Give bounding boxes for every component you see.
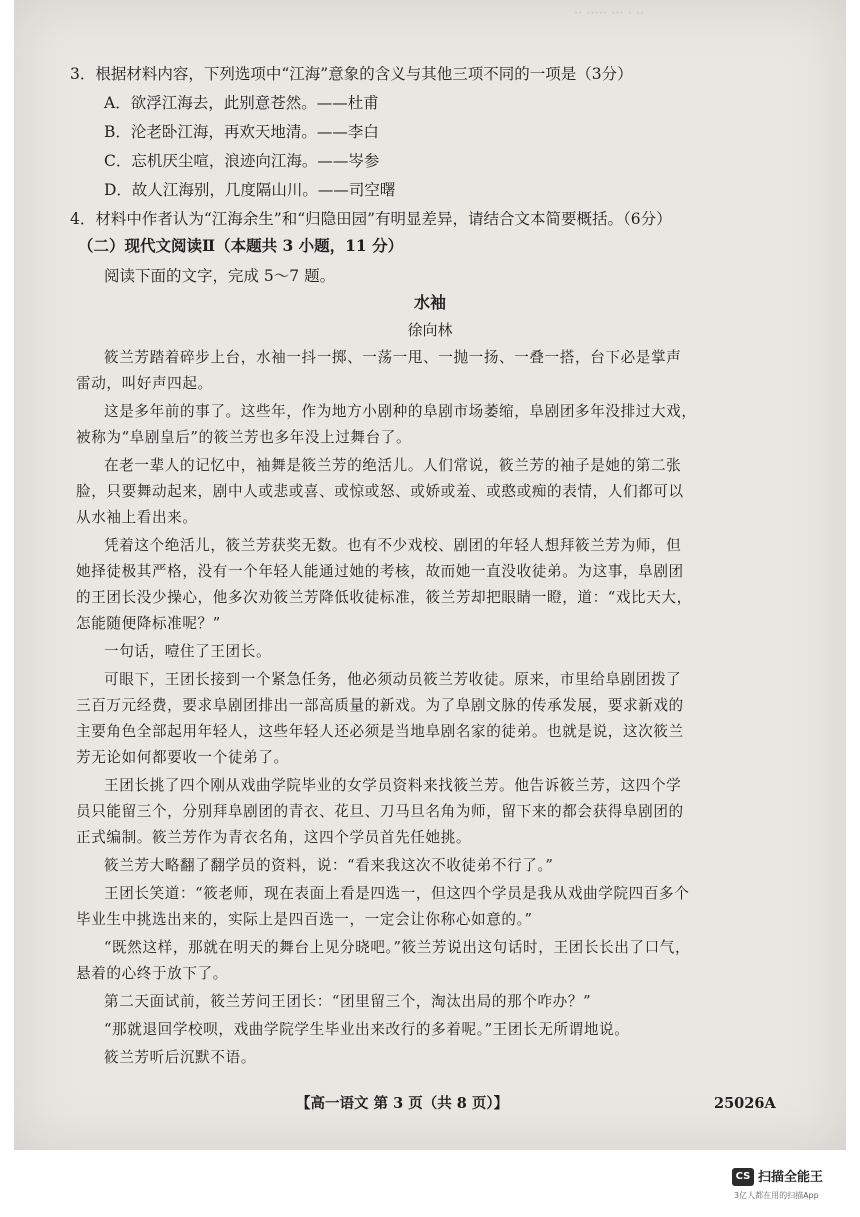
article-line: 悬着的心终于放下了。	[76, 965, 228, 982]
question-3-option-c: C．忘机厌尘喧，浪迹向江海。——岑参	[104, 152, 380, 170]
article-line: 凭着这个绝活儿，筱兰芳获奖无数。也有不少戏校、剧团的年轻人想拜筱兰芳为师，但	[104, 537, 682, 554]
article-line: 怎能随便降标准呢？”	[76, 615, 221, 632]
article-line: 三百万元经费，要求阜剧团排出一部高质量的新戏。为了阜剧文脉的传承发展，要求新戏的	[76, 697, 684, 714]
article-line: 主要角色全部起用年轻人，这些年轻人还必须是当地阜剧名家的徒弟。也就是说，这次筱兰	[76, 723, 684, 740]
article-line: 王团长挑了四个刚从戏曲学院毕业的女学员资料来找筱兰芳。他告诉筱兰芳，这四个学	[104, 777, 682, 794]
page-footer-label: 【高一语文 第 3 页（共 8 页）】	[296, 1095, 509, 1112]
page-footer-code: 25026A	[714, 1095, 776, 1112]
article-author: 徐向林	[407, 321, 453, 339]
article-line: “既然这样，那就在明天的舞台上见分晓吧。”筱兰芳说出这句话时，王团长长出了口气，	[104, 939, 691, 956]
article-line: “那就退回学校呗，戏曲学院学生毕业出来改行的多着呢。”王团长无所谓地说。	[104, 1021, 630, 1038]
article-line: 雷动，叫好声四起。	[76, 375, 213, 392]
article-line: 在老一辈人的记忆中，袖舞是筱兰芳的绝活儿。人们常说，筱兰芳的袖子是她的第二张	[104, 457, 682, 474]
article-line: 她择徒极其严格，没有一个年轻人能通过她的考核，故而她一直没收徒弟。为这事，阜剧团	[76, 563, 684, 580]
article-line: 第二天面试前，筱兰芳问王团长：“团里留三个，淘汰出局的那个咋办？”	[104, 993, 592, 1010]
article-line: 筱兰芳听后沉默不语。	[104, 1049, 256, 1066]
article-line: 正式编制。筱兰芳作为青衣名角，这四个学员首先任她挑。	[76, 829, 472, 846]
section-heading: （二）现代文阅读Ⅱ（本题共 3 小题，11 分）	[78, 236, 404, 255]
article-line: 一句话，噎住了王团长。	[104, 643, 272, 660]
article-line: 可眼下，王团长接到一个紧急任务，他必须动员筱兰芳收徒。原来，市里给阜剧团拨了	[104, 671, 682, 688]
question-3-option-b: B．沦老卧江海，再欢天地清。——李白	[104, 123, 379, 141]
section-instruction: 阅读下面的文字，完成 5～7 题。	[104, 267, 336, 285]
scanner-brand-tagline: 3亿人都在用的扫描App	[734, 1191, 819, 1200]
scanner-watermark	[732, 1166, 842, 1206]
article-line: 的王团长没少操心，他多次劝筱兰芳降低收徒标准，筱兰芳却把眼睛一瞪，道：“戏比天大，	[76, 589, 692, 606]
scanner-brand-name: 扫描全能王	[758, 1170, 824, 1185]
question-3-option-a: A．欲浮江海去，此别意苍然。——杜甫	[104, 94, 379, 112]
article-line: 脸，只要舞动起来，剧中人或悲或喜、或惊或怒、或娇或羞、或憨或痴的表情，人们都可以	[76, 483, 684, 500]
article-line: 从水袖上看出来。	[76, 509, 198, 526]
article-line: 王团长笑道：“筱老师，现在表面上看是四选一，但这四个学员是我从戏曲学院四百多个	[104, 885, 690, 902]
scanned-page	[14, 0, 846, 1150]
article-line: 毕业生中挑选出来的，实际上是四百选一，一定会让你称心如意的。”	[76, 911, 533, 928]
article-line: 芳无论如何都要收一个徒弟了。	[76, 749, 289, 766]
article-line: 筱兰芳踏着碎步上台，水袖一抖一掷、一荡一甩、一抛一扬、一叠一搭，台下必是掌声	[104, 349, 682, 366]
article-title: 水袖	[413, 293, 446, 312]
bleed-through-text: ·· ····· ··· · ··	[574, 6, 645, 21]
article-line: 被称为“阜剧皇后”的筱兰芳也多年没上过舞台了。	[76, 429, 412, 446]
article-line: 员只能留三个，分别拜阜剧团的青衣、花旦、刀马旦名角为师，留下来的都会获得阜剧团的	[76, 803, 684, 820]
question-3-option-d: D．故人江海别，几度隔山川。——司空曙	[104, 181, 396, 199]
question-4: 4．材料中作者认为“江海余生”和“归隐田园”有明显差异，请结合文本简要概括。（6分）	[70, 210, 672, 228]
scanner-logo-icon: CS	[732, 1168, 754, 1186]
article-line: 筱兰芳大略翻了翻学员的资料，说：“看来我这次不收徒弟不行了。”	[104, 857, 554, 874]
question-3-stem: 3．根据材料内容，下列选项中“江海”意象的含义与其他三项不同的一项是（3分）	[70, 65, 633, 83]
article-line: 这是多年前的事了。这些年，作为地方小剧种的阜剧市场萎缩，阜剧团多年没排过大戏，	[104, 403, 697, 420]
